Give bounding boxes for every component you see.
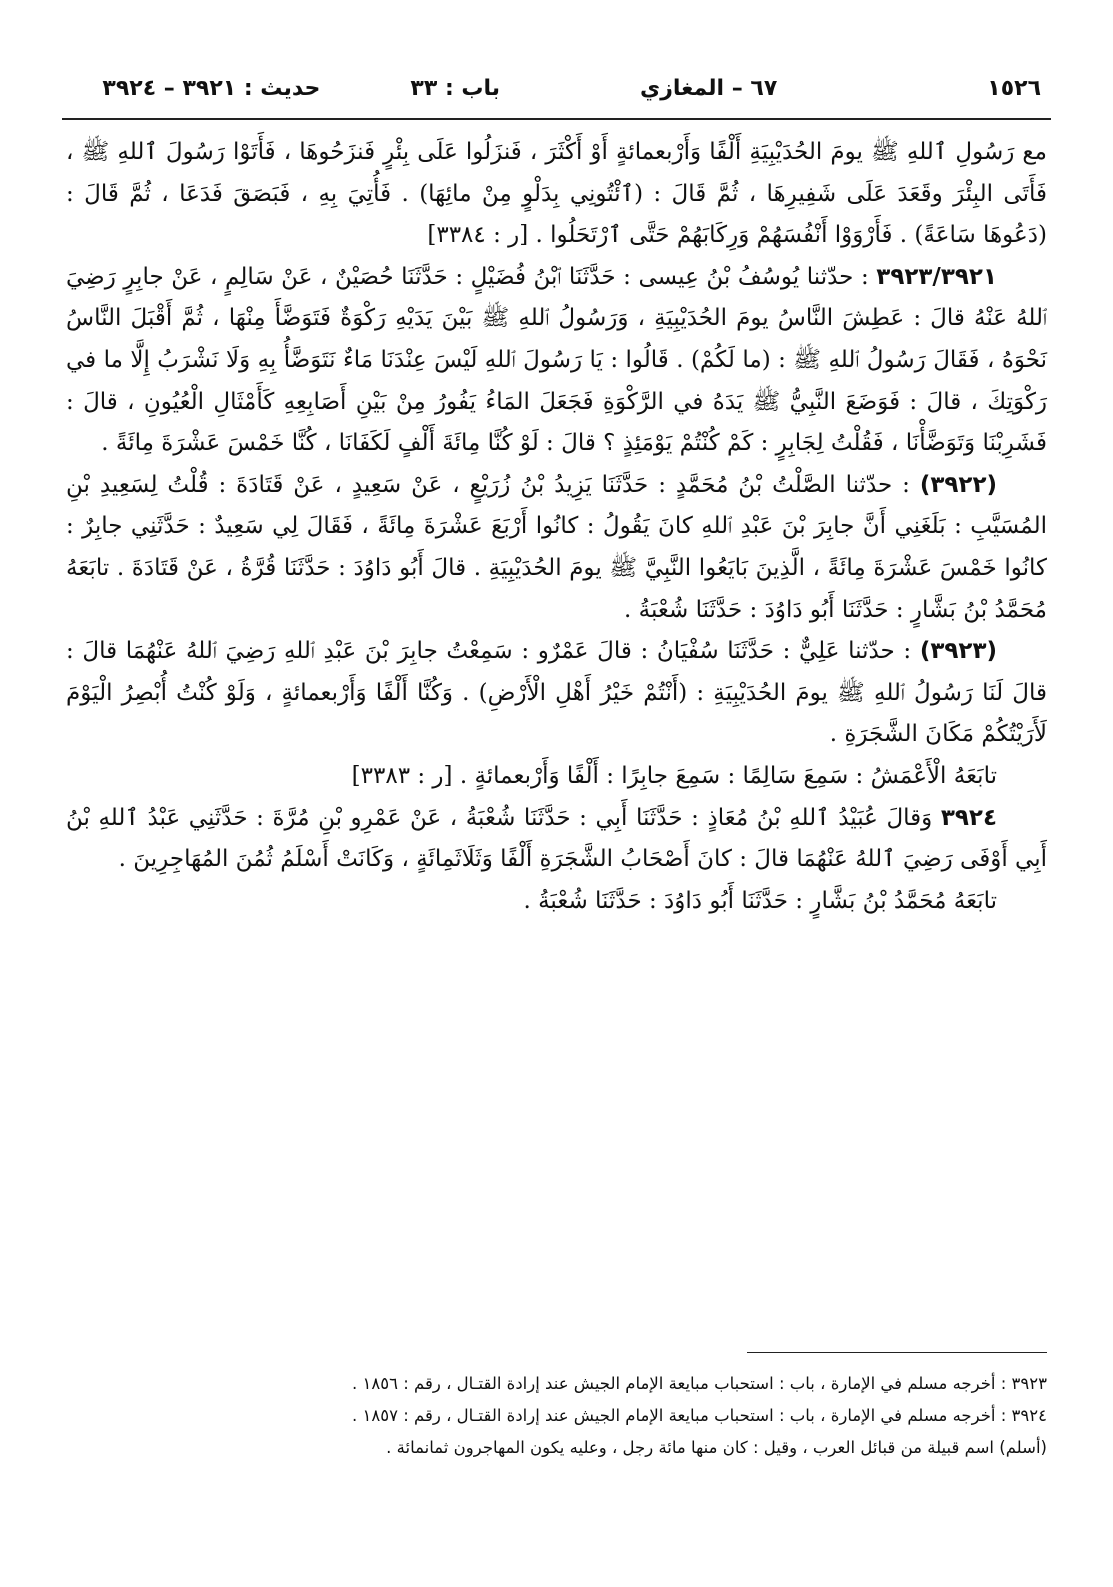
footnote-divider (747, 1352, 1047, 1353)
hadith-number: (٣٩٢٣) (919, 638, 998, 665)
paragraph (66, 881, 1047, 923)
paragraph-text: حدّثنا يُوسُفُ بْنُ عِيسى : حَدَّثَنَا ٱبْنُ فُضَيْلٍ : حَدَّثَنَا حُصَيْنٌ ، عَنْ سَالِمٍ ، عَنْ جابِرٍ رَضِيَ ٱللهُ عَنْهُ قالَ : عَطِشَ النَّاسُ يومَ الحُدَيْبِيَةِ ، وَرَسُولُ ٱللهِ ﷺ بَيْنَ يَدَيْهِ رَكْوَةٌ فَتَوَضَّأَ مِنْهَا ، ثُمَّ أَقْبَلَ النَّاسُ نَحْوَهُ ، فَقَالَ رَسُولُ ٱللهِ ﷺ : (ما لَكُمْ) . قَالُوا : يَا رَسُولَ ٱللهِ لَيْسَ عِنْدَنَا مَاءٌ نَتَوَضَّأُ بِهِ وَلَا نَشْرَبُ إِلَّا ما في رَكْوَتِكَ ، قالَ : فَوَضَعَ النَّبِيُّ ﷺ يَدَهُ في الرَّكْوَةِ فَجَعَلَ المَاءُ يَفُورُ مِنْ بَيْنِ أَصَابِعِهِ كَأَمْثَالِ الْعُيُونِ ، قالَ : فَشَرِبْنَا وَتَوَضَّأْنَا ، فَقُلْتُ لِجَابِرٍ : كَمْ كُنْتُمْ يَوْمَئِذٍ ؟ قالَ : لَوْ كُنَّا مِائَةَ أَلْفٍ لَكَفَانَا ، كُنَّا خَمْسَ عَشْرَةَ مِائَةً . (66, 263, 1047, 457)
paragraph-text: مع رَسُولِ ٱللهِ ﷺ يومَ الحُدَيْبِيَةِ أَلْفًا وَأَرْبعمائةٍ أَوْ أَكْثَرَ ، فَنزَلُوا عَلَى بِئْرٍ فَنزَحُوهَا ، فَأَتَوْا رَسُولَ ٱللهِ ﷺ ، فَأَتَى البِئْرَ وقَعَدَ عَلَى شَفِيرِهَا ، ثُمَّ قَالَ : (ٱئْتُونِي بِدَلْوٍ مِنْ مائِهَا) . فَأُتِيَ بِهِ ، فَبَصَقَ فَدَعَا ، ثُمَّ قَالَ : (دَعُوهَا سَاعَةً) . فَأَرْوَوْا أَنْفُسَهُمْ وَرِكَابَهُمْ حَتَّى ٱرْتَحَلُوا . [ر : ٣٣٨٤] (66, 139, 1047, 249)
hadith-number: (٣٩٢٢) (919, 471, 998, 498)
paragraph-text: وَقالَ عُبَيْدُ ٱللهِ بْنُ مُعَاذٍ : حَدَّثَنَا أَبِي : حَدَّثَنَا شُعْبَةُ ، عَنْ عَمْرِو بْنِ مُرَّةَ : حَدَّثَنِي عَبْدُ ٱللهِ بْنُ أَبِي أَوْفَى رَضِيَ ٱللهُ عَنْهُمَا قالَ : كانَ أَصْحَابُ الشَّجَرَةِ أَلْفًا وَثَلَاثَمِائَةٍ ، وَكَانَتْ أَسْلَمُ ثُمُنَ المُهَاجِرِينَ . (66, 804, 1047, 873)
paragraph-text: تابَعَهُ الْأَعْمَشُ : سَمِعَ سَالِمًا : سَمِعَ جابِرًا : أَلْفًا وَأَرْبعمائةٍ . [ر : ٣٣٨٣] (351, 762, 997, 789)
footnotes (66, 1368, 1047, 1464)
footnote: ٣٩٢٣ : أخرجه مسلم في الإمارة ، باب : استحباب مبايعة الإمام الجيش عند إرادة القتـال ، رقم : ١٨٥٦ . (352, 1374, 1047, 1393)
paragraph (66, 132, 1047, 257)
hadith-number: ٣٩٢٣/٣٩٢١ (876, 263, 997, 290)
paragraph (66, 756, 1047, 798)
hadith-number: ٣٩٢٤ (940, 804, 997, 831)
paragraph-text: : حدّثنا الصَّلْتُ بْنُ مُحَمَّدٍ : حَدَّثَنَا يَزِيدُ بْنُ زُرَيْعٍ ، عَنْ سَعِيدٍ ، عَنْ قَتَادَةَ : قُلْتُ لِسَعِيدِ بْنِ المُسَيَّبِ : بَلَغَنِي أَنَّ جابِرَ بْنَ عَبْدِ ٱللهِ كانَ يَقُولُ : كانُوا أَرْبَعَ عَشْرَةَ مِائَةً ، فَقَالَ لِي سَعِيدٌ : حَدَّثَنِي جابِرٌ : كانُوا خَمْسَ عَشْرَةَ مِائَةً ، الَّذِينَ بَايَعُوا النَّبِيَّ ﷺ يومَ الحُدَيْبِيَةِ . قالَ أَبُو دَاوُدَ : حَدَّثَنَا قُرَّةُ ، عَنْ قَتَادَةَ . تابَعَهُ مُحَمَّدُ بْنُ بَشَّارٍ : حَدَّثَنَا أَبُو دَاوُدَ : حَدَّثَنَا شُعْبَةُ . (66, 471, 1047, 623)
paragraph (66, 631, 1047, 756)
header-divider (62, 118, 1051, 120)
book-title: ٦٧ – المغازي (640, 75, 778, 101)
page-number: ١٥٢٦ (987, 75, 1041, 101)
page-header (72, 60, 1041, 116)
paragraph-text: تابَعَهُ مُحَمَّدُ بْنُ بَشَّارٍ : حَدَّثَنَا أَبُو دَاوُدَ : حَدَّثَنَا شُعْبَةُ . (523, 887, 997, 914)
hadith-range: حديث : ٣٩٢١ – ٣٩٢٤ (102, 75, 321, 101)
paragraph (66, 465, 1047, 631)
paragraph: ٣٩٢٣/٣٩٢١ : حدّثنا يُوسُفُ بْنُ عِيسى : حَدَّثَنَا ٱبْنُ فُضَيْلٍ : حَدَّثَنَا حُصَيْنٌ ، عَنْ سَالِمٍ ، عَنْ جابِرٍ رَضِيَ ٱللهُ عَنْهُ قالَ : عَطِشَ النَّاسُ يومَ الحُدَيْبِيَةِ ، وَرَسُولُ ٱللهِ ﷺ بَيْنَ يَدَيْهِ رَكْوَةٌ فَتَوَضَّأَ مِنْهَا ، ثُمَّ أَقْبَلَ النَّاسُ نَحْوَهُ ، فَقَالَ رَسُولُ ٱللهِ ﷺ : (ما لَكُمْ) . قَالُوا : يَا رَسُولَ ٱللهِ لَيْسَ عِنْدَنَا مَاءٌ نَتَوَضَّأُ بِهِ وَلَا نَشْرَبُ إِلَّا ما في رَكْوَتِكَ ، قالَ : فَوَضَعَ النَّبِيُّ ﷺ يَدَهُ في الرَّكْوَةِ فَجَعَلَ المَاءُ يَفُورُ مِنْ بَيْنِ أَصَابِعِهِ كَأَمْثَالِ الْعُيُونِ ، قالَ : فَشَرِبْنَا وَتَوَضَّأْنَا ، فَقُلْتُ لِجَابِرٍ : كَمْ كُنْتُمْ يَوْمَئِذٍ ؟ قالَ : لَوْ كُنَّا مِائَةَ أَلْفٍ لَكَفَانَا ، كُنَّا خَمْسَ عَشْرَةَ مِائَةً . (66, 263, 1047, 457)
main-text (66, 132, 1047, 922)
footnote: (أسلم) اسم قبيلة من قبائل العرب ، وقيل : كان منها مائة رجل ، وعليه يكون المهاجرون ثمانمائة . (386, 1438, 1047, 1457)
footnote: ٣٩٢٤ : أخرجه مسلم في الإمارة ، باب : استحباب مبايعة الإمام الجيش عند إرادة القتـال ، رقم : ١٨٥٧ . (352, 1406, 1047, 1425)
chapter-label: باب : ٣٣ (410, 75, 501, 101)
paragraph (66, 798, 1047, 881)
paragraph-text: : حدّثنا عَلِيٌّ : حَدَّثَنَا سُفْيَانُ : قالَ عَمْرٌو : سَمِعْتُ جابِرَ بْنَ عَبْدِ ٱللهِ رَضِيَ ٱللهُ عَنْهُمَا قالَ : قالَ لَنَا رَسُولُ ٱللهِ ﷺ يومَ الحُدَيْبِيَةِ : (أَنْتُمْ خَيْرُ أَهْلِ الْأَرْضِ) . وَكُنَّا أَلْفًا وَأَرْبعمائةٍ ، وَلَوْ كُنْتُ أُبْصِرُ الْيَوْمَ لَأَرَيْتُكُمْ مَكَانَ الشَّجَرَةِ . (66, 638, 1047, 748)
